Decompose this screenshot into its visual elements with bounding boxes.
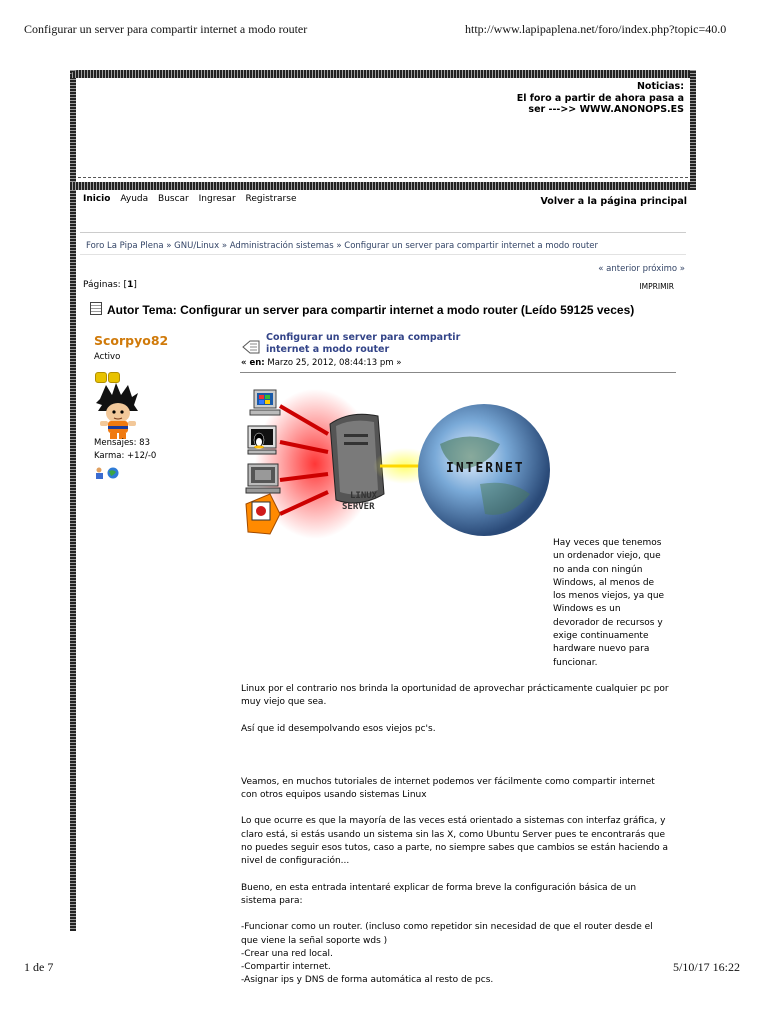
- star-icon: [95, 372, 107, 383]
- print-button[interactable]: IMPRIMIR: [639, 282, 674, 291]
- internet-label: INTERNET: [446, 461, 525, 476]
- profile-icons: [95, 464, 121, 483]
- post-header-rule: [240, 372, 676, 373]
- post-date-value: Marzo 25, 2012, 08:44:13 pm »: [267, 358, 402, 368]
- forum-frame: [70, 70, 696, 986]
- menu-border: [70, 182, 696, 190]
- breadcrumb-item-forum[interactable]: Foro La Pipa Plena: [86, 241, 164, 251]
- post-paragraph-2: Linux por el contrario nos brinda la oportunidad de aprovechar prácticamente cualquier pc por muy viejo que sea.: [241, 683, 669, 708]
- post-paragraph-3: Así que id desempolvando esos viejos pc's.: [241, 723, 436, 734]
- avatar: [94, 383, 142, 439]
- post-body: [241, 537, 669, 988]
- post-list-item: -Funcionar como un router. (incluso como repetidor sin necesidad de que el router desde el que viene la señal soporte wds ): [241, 922, 653, 946]
- post-paragraph-1: Hay veces que tenemos un ordenador viejo, que no anda con ningún Windows, al menos de los menos viejos, ya que Windows es un devorador de recursos y exige continuamente hardware nuevo para funcionar.: [553, 538, 665, 668]
- header-border: [70, 70, 696, 78]
- breadcrumb-separator: »: [336, 241, 342, 251]
- post-paragraph-4: Veamos, en muchos tutoriales de internet podemos ver fácilmente como compartir internet con otros equipos usando sistemas Linux: [241, 776, 655, 801]
- back-to-main-link[interactable]: Volver a la página principal: [540, 196, 687, 207]
- breadcrumb-separator: »: [166, 241, 172, 251]
- post-date: [241, 358, 402, 368]
- post-subject-line-1: Configurar un server para compartir: [266, 332, 461, 343]
- pages-close: ]: [133, 280, 137, 290]
- topic-title: [90, 302, 634, 317]
- post-list-item: -Asignar ips y DNS de forma automática al resto de pcs.: [241, 975, 494, 986]
- pagination: [83, 280, 137, 290]
- topic-document-icon: [90, 302, 102, 315]
- print-header-url: http://www.lapipaplena.net/foro/index.php?topic=40.0: [465, 22, 727, 36]
- post-date-label: « en:: [241, 358, 265, 368]
- post-subject-link[interactable]: [266, 332, 486, 355]
- post-message-icon: [242, 340, 260, 354]
- header-divider: [78, 177, 688, 178]
- author-karma: Karma: +12/-0: [94, 451, 157, 461]
- menu-item-buscar[interactable]: Buscar: [158, 194, 189, 204]
- print-header-title: Configurar un server para compartir internet a modo router: [24, 22, 308, 36]
- breadcrumb-item-topic[interactable]: Configurar un server para compartir internet a modo router: [344, 241, 599, 251]
- breadcrumb-bottom-divider: [80, 254, 686, 255]
- windows-pc-icon: [250, 390, 280, 415]
- linux-label: LINUX: [350, 491, 378, 501]
- pages-label: Páginas: [: [83, 280, 128, 290]
- current-page[interactable]: 1: [127, 280, 134, 290]
- post-subject-line-2: internet a modo router: [266, 343, 390, 355]
- post-paragraph-6: Bueno, en esta entrada intentaré explicar de forma breve la configuración básica de un sistema para:: [241, 882, 637, 906]
- news-label: Noticias:: [636, 81, 684, 92]
- topic-title-text: Autor Tema: Configurar un server para compartir internet a modo router (Leído 59125 veces): [107, 303, 635, 317]
- breadcrumb-item-admin[interactable]: Administración sistemas: [229, 241, 334, 251]
- star-icon: [108, 372, 120, 383]
- post-list-item: -Compartir internet.: [241, 962, 331, 973]
- prev-next-links[interactable]: « anterior próximo »: [598, 264, 685, 274]
- breadcrumb-item-gnulinux[interactable]: GNU/Linux: [174, 241, 220, 251]
- main-menu: [83, 194, 303, 204]
- server-label: SERVER: [342, 502, 375, 512]
- website-globe-icon[interactable]: [108, 468, 119, 479]
- post-list-item: -Crear una red local.: [241, 948, 333, 959]
- print-footer-page: 1 de 7: [24, 960, 54, 974]
- print-footer-datetime: 5/10/17 16:22: [673, 960, 741, 974]
- breadcrumb-divider: [80, 232, 686, 233]
- menu-item-ingresar[interactable]: Ingresar: [198, 194, 236, 204]
- news-box: [517, 81, 684, 116]
- author-rank: Activo: [94, 352, 121, 362]
- author-name[interactable]: Scorpyo82: [94, 333, 169, 348]
- network-diagram-image: [240, 384, 552, 546]
- profile-user-icon[interactable]: [96, 468, 103, 480]
- post-paragraph-5: Lo que ocurre es que la mayoría de las veces está orientado a sistemas con interfaz gráfica, y claro está, si estás usando un sistema sin las X, como Ubuntu Server pues te encontrarás que no puedes seguir esos tutos, caso a parte, no siempre sabes que cambios se están haciendo a nivel de configuración...: [241, 816, 669, 867]
- linux-pc-icon: [248, 426, 276, 454]
- post-list: [241, 921, 669, 987]
- menu-item-ayuda[interactable]: Ayuda: [120, 194, 149, 204]
- workstation-pc-icon: [246, 464, 280, 493]
- news-line-2: ser --->> WWW.ANONOPS.ES: [528, 104, 684, 115]
- breadcrumb: [86, 241, 598, 251]
- menu-item-registrarse[interactable]: Registrarse: [245, 194, 297, 204]
- author-messages: Mensajes: 83: [94, 438, 150, 448]
- breadcrumb-separator: »: [221, 241, 228, 251]
- menu-item-inicio[interactable]: Inicio: [83, 194, 111, 204]
- news-line-1: El foro a partir de ahora pasa a: [516, 92, 684, 104]
